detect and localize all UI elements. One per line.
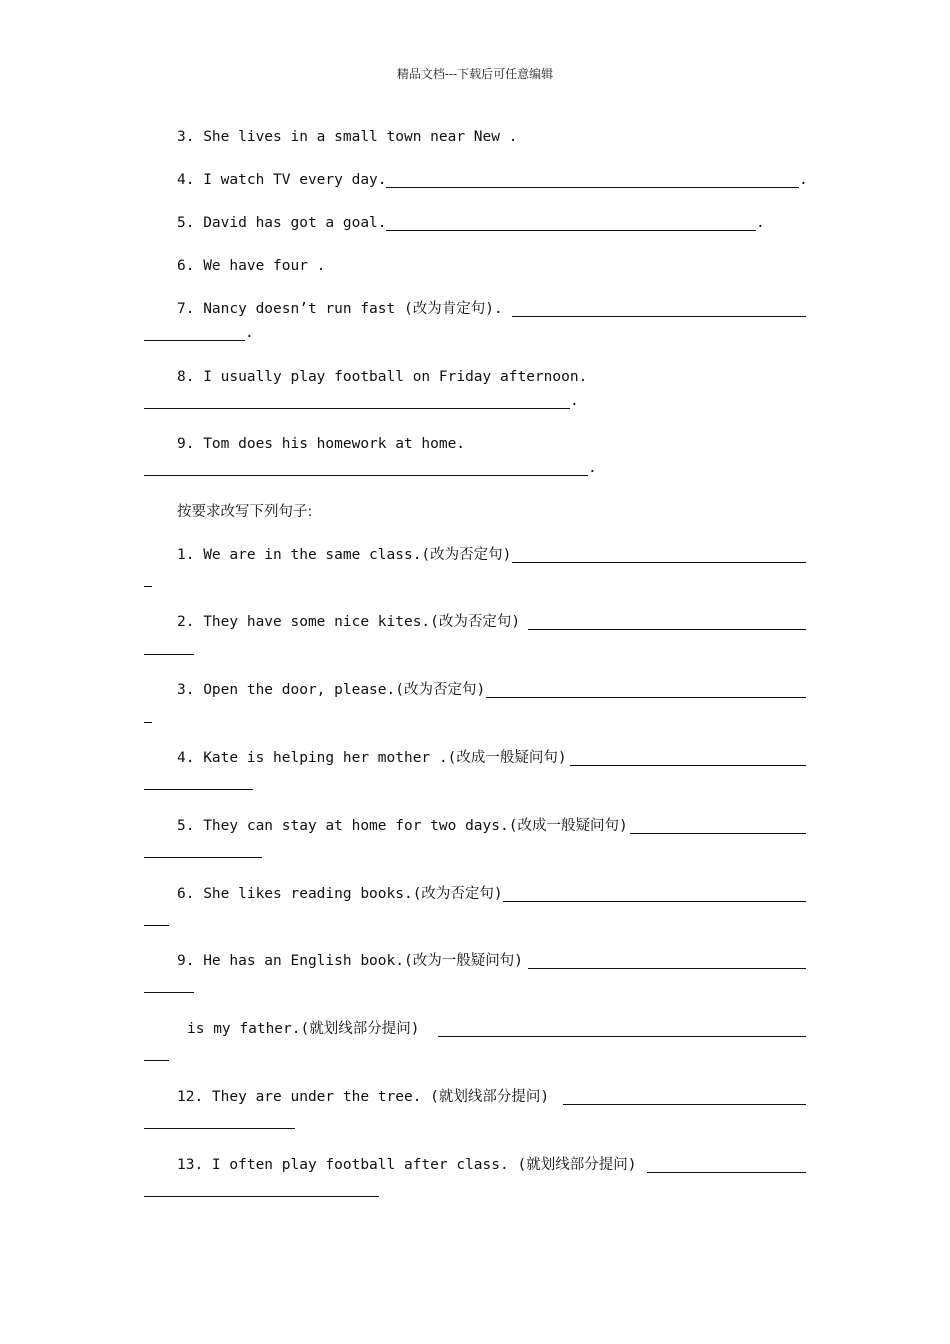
answer-blank[interactable] bbox=[486, 697, 806, 698]
blank-period: . bbox=[799, 172, 808, 188]
answer-blank-continued[interactable] bbox=[144, 586, 152, 587]
page-header: 精品文档---下载后可任意编辑 bbox=[396, 67, 554, 81]
answer-blank[interactable] bbox=[512, 562, 806, 563]
answer-blank-continued[interactable] bbox=[144, 722, 152, 723]
blank-period: . bbox=[570, 393, 579, 409]
answer-blank[interactable] bbox=[528, 629, 806, 630]
rewrite-item-12: 12. They are under the tree. (就划线部分提问) bbox=[177, 1089, 550, 1105]
answer-blank-continued[interactable] bbox=[144, 340, 245, 341]
rewrite-item-3: 3. Open the door, please.(改为否定句) bbox=[177, 682, 486, 698]
rewrite-item-1: 1. We are in the same class.(改为否定句) bbox=[177, 547, 512, 563]
exercise-item-5: 5. David has got a goal. bbox=[177, 215, 387, 231]
blank-period: . bbox=[756, 215, 765, 231]
rewrite-item-5: 5. They can stay at home for two days.(改成一般疑问句) bbox=[177, 818, 628, 834]
answer-blank[interactable] bbox=[630, 833, 806, 834]
rewrite-item-father: is my father.(就划线部分提问) bbox=[187, 1021, 420, 1037]
answer-blank-continued[interactable] bbox=[144, 1128, 295, 1129]
blank-period: . bbox=[588, 460, 597, 476]
answer-blank[interactable] bbox=[647, 1172, 806, 1173]
rewrite-item-2: 2. They have some nice kites.(改为否定句) bbox=[177, 614, 521, 630]
answer-blank-continued[interactable] bbox=[144, 1060, 169, 1061]
answer-blank-continued[interactable] bbox=[144, 1196, 379, 1197]
exercise-item-7: 7. Nancy doesn’t run fast (改为肯定句). bbox=[177, 301, 503, 317]
answer-blank-continued[interactable] bbox=[144, 857, 262, 858]
rewrite-item-4: 4. Kate is helping her mother .(改成一般疑问句) bbox=[177, 750, 567, 766]
rewrite-item-13: 13. I often play football after class. (就划线部分提问) bbox=[177, 1157, 637, 1173]
answer-blank[interactable] bbox=[438, 1036, 806, 1037]
answer-blank[interactable] bbox=[570, 765, 806, 766]
answer-blank[interactable] bbox=[386, 187, 799, 188]
exercise-item-9: 9. Tom does his homework at home. bbox=[177, 436, 466, 452]
answer-blank[interactable] bbox=[512, 316, 806, 317]
answer-blank[interactable] bbox=[144, 475, 588, 476]
answer-blank[interactable] bbox=[528, 968, 806, 969]
rewrite-item-6: 6. She likes reading books.(改为否定句) bbox=[177, 886, 503, 902]
answer-blank-continued[interactable] bbox=[144, 925, 169, 926]
blank-period: . bbox=[245, 325, 254, 341]
answer-blank-continued[interactable] bbox=[144, 992, 194, 993]
answer-blank[interactable] bbox=[563, 1104, 806, 1105]
answer-blank[interactable] bbox=[386, 230, 756, 231]
section-heading: 按要求改写下列句子: bbox=[177, 504, 313, 520]
exercise-item-3: 3. She lives in a small town near New . bbox=[177, 129, 518, 145]
rewrite-item-9: 9. He has an English book.(改为一般疑问句) bbox=[177, 953, 523, 969]
answer-blank-continued[interactable] bbox=[144, 654, 194, 655]
exercise-item-8: 8. I usually play football on Friday afternoon. bbox=[177, 369, 588, 385]
answer-blank[interactable] bbox=[144, 408, 570, 409]
answer-blank[interactable] bbox=[503, 901, 806, 902]
exercise-item-4: 4. I watch TV every day. bbox=[177, 172, 387, 188]
exercise-item-6: 6. We have four . bbox=[177, 258, 326, 274]
answer-blank-continued[interactable] bbox=[144, 789, 253, 790]
